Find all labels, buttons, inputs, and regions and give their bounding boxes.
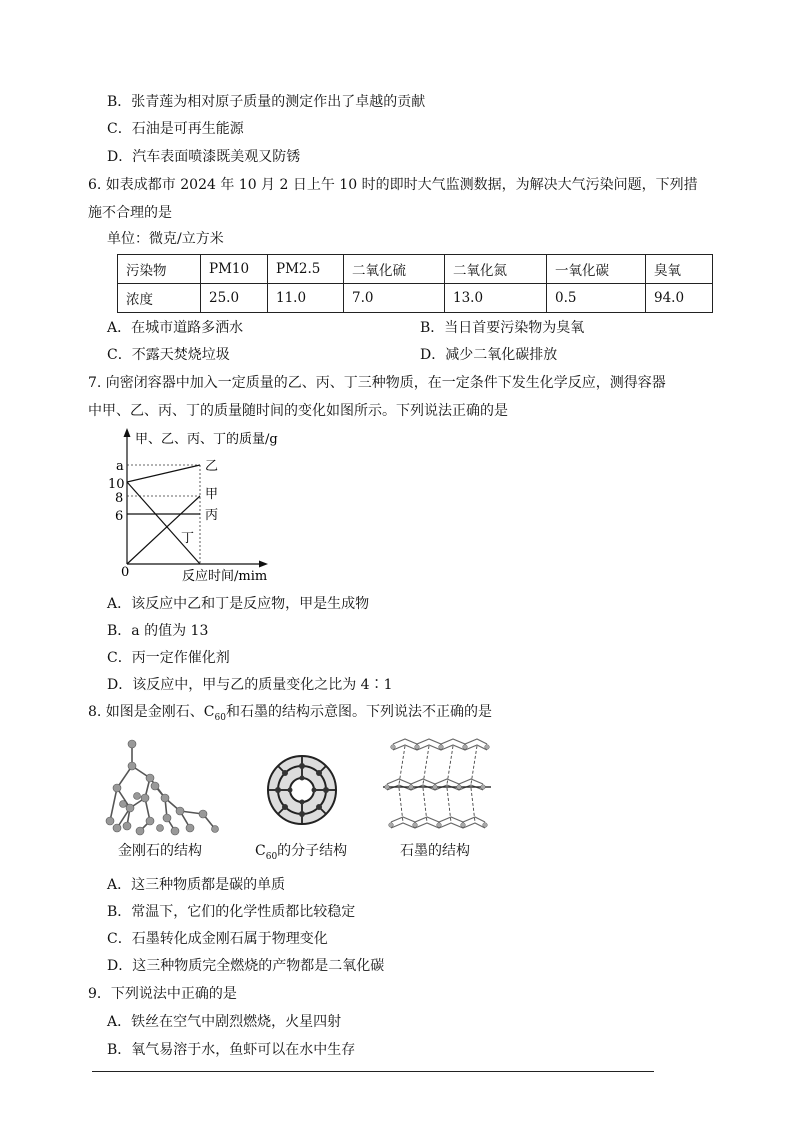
q9-stem: 9．下列说法中正确的是 xyxy=(88,986,237,1002)
q5-option-b: B．张青莲为相对原子质量的测定作出了卓越的贡献 xyxy=(107,94,426,110)
table-cell: 11.0 xyxy=(268,284,344,313)
y-tick-label-6: 6 xyxy=(115,509,124,524)
c60-caption-sub: 60 xyxy=(265,851,278,862)
q6-option-a: A．在城市道路多洒水 xyxy=(107,320,244,336)
q8-option-c: C．石墨转化成金刚石属于物理变化 xyxy=(107,931,328,947)
series-line-甲 xyxy=(127,496,200,564)
series-label-甲: 甲 xyxy=(205,487,219,502)
series-label-丁: 丁 xyxy=(181,531,195,546)
table-cell: 7.0 xyxy=(344,284,445,313)
y-axis-label: 甲、乙、丙、丁的质量/g xyxy=(135,432,278,447)
table-cell: 浓度 xyxy=(118,284,201,313)
graphite-structure-image xyxy=(383,736,493,836)
y-axis-arrow xyxy=(124,428,131,437)
c60-caption-post: 的分子结构 xyxy=(277,843,348,859)
table-cell: 污染物 xyxy=(118,255,201,284)
c60-structure-image xyxy=(264,752,340,828)
q9-option-b: B．氧气易溶于水，鱼虾可以在水中生存 xyxy=(107,1042,356,1058)
q5-option-c: C．石油是可再生能源 xyxy=(107,121,244,137)
y-tick-label-10: 10 xyxy=(108,477,125,492)
series-line-乙 xyxy=(127,465,200,482)
q6-option-c: C．不露天焚烧垃圾 xyxy=(107,347,230,363)
q8-option-b: B．常温下，它们的化学性质都比较稳定 xyxy=(107,904,356,920)
table-cell: 94.0 xyxy=(646,284,713,313)
table-cell: 13.0 xyxy=(445,284,547,313)
q6-option-d: D．减少二氧化碳排放 xyxy=(420,347,558,363)
q6-option-b: B．当日首要污染物为臭氧 xyxy=(420,320,585,336)
table-cell: 臭氧 xyxy=(646,255,713,284)
c60-caption xyxy=(255,840,347,862)
q8-option-a: A．这三种物质都是碳的单质 xyxy=(107,877,286,893)
diamond-structure-image xyxy=(105,736,225,836)
table-cell: 二氧化氮 xyxy=(445,255,547,284)
q6-stem-line1: 6. 如表成都市 2024 年 10 月 2 日上午 10 时的即时大气监测数据，为解决大气污染问题，下列措 xyxy=(88,177,698,193)
q8-stem-sub: 60 xyxy=(214,712,226,723)
origin-label: 0 xyxy=(121,565,130,580)
x-axis-label: 反应时间/mim xyxy=(182,569,268,584)
q6-stem-line2: 施不合理的是 xyxy=(88,205,172,221)
pollution-table xyxy=(117,254,713,313)
table-cell: PM2.5 xyxy=(268,255,344,284)
q5-option-d: D．汽车表面喷漆既美观又防锈 xyxy=(107,149,301,165)
mass-time-chart xyxy=(105,424,295,584)
q8-stem xyxy=(88,702,492,728)
q7-stem-line2: 中甲、乙、丙、丁的质量随时间的变化如图所示。下列说法正确的是 xyxy=(88,403,508,419)
q7-option-b: B．a 的值为 13 xyxy=(107,623,209,639)
table-cell: 一氧化碳 xyxy=(547,255,646,284)
q6-unit: 单位：微克/立方米 xyxy=(107,231,224,247)
table-row xyxy=(118,284,713,313)
footer-rule xyxy=(92,1071,654,1072)
table-header-row xyxy=(118,255,713,284)
q7-option-c: C．丙一定作催化剂 xyxy=(107,650,230,666)
c60-caption-pre: C xyxy=(255,843,266,859)
graphite-caption: 石墨的结构 xyxy=(400,843,470,859)
table-cell: 二氧化硫 xyxy=(344,255,445,284)
q7-stem-line1: 7. 向密闭容器中加入一定质量的乙、丙、丁三种物质，在一定条件下发生化学反应，测得容器 xyxy=(88,375,666,391)
x-axis-arrow xyxy=(259,561,268,568)
q9-option-a: A．铁丝在空气中剧烈燃烧，火星四射 xyxy=(107,1014,342,1030)
q8-option-d: D．这三种物质完全燃烧的产物都是二氧化碳 xyxy=(107,958,385,974)
q7-option-a: A．该反应中乙和丁是反应物，甲是生成物 xyxy=(107,596,370,612)
series-label-丙: 丙 xyxy=(205,508,219,523)
y-tick-label-a: a xyxy=(116,459,124,474)
table-cell: 25.0 xyxy=(201,284,268,313)
q8-stem-pre: 8. 如图是金刚石、C xyxy=(88,704,215,720)
table-cell: 0.5 xyxy=(547,284,646,313)
table-cell: PM10 xyxy=(201,255,268,284)
q7-option-d: D．该反应中，甲与乙的质量变化之比为 4∶1 xyxy=(107,677,393,693)
series-label-乙: 乙 xyxy=(205,459,219,474)
y-tick-label-8: 8 xyxy=(115,491,124,506)
series-line-丁 xyxy=(127,482,200,564)
q8-stem-post: 和石墨的结构示意图。下列说法不正确的是 xyxy=(225,704,492,720)
diamond-caption: 金刚石的结构 xyxy=(118,843,202,859)
